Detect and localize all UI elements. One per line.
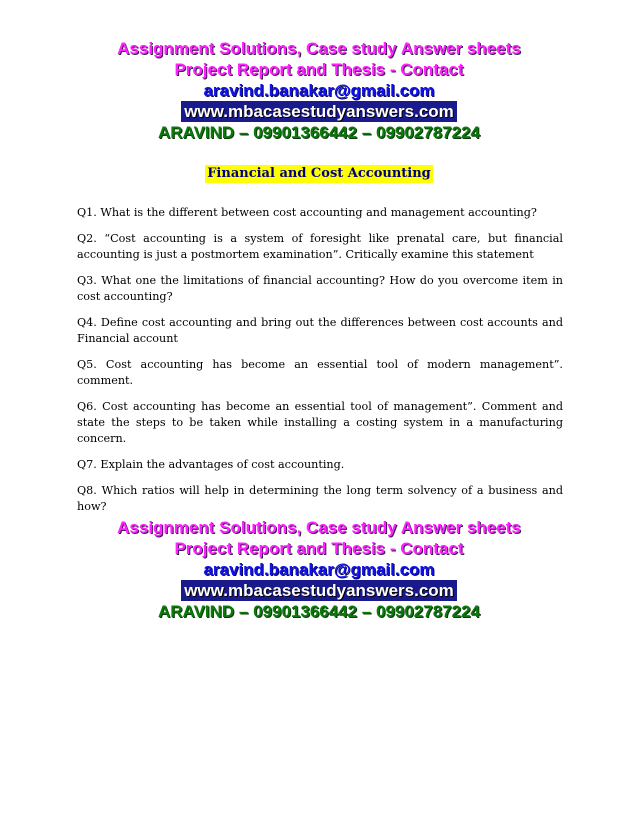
question-item: Q4. Define cost accounting and bring out the differences between cost accounts and Financial account xyxy=(77,316,563,345)
banner-line-contact: Project Report and Thesis - Contact xyxy=(174,60,464,79)
banner-email: aravind.banakar@gmail.com xyxy=(203,81,435,100)
banner-line-services: Assignment Solutions, Case study Answer sheets xyxy=(117,39,521,58)
banner-email: aravind.banakar@gmail.com xyxy=(203,560,435,579)
question-item: Q2. “Cost accounting is a system of foresight like prenatal care, but financial accounting is just a postmortem examination”. Critically examine this statement xyxy=(77,232,563,261)
question-item: Q3. What one the limitations of financial accounting? How do you overcome item in cost accounting? xyxy=(77,274,563,303)
question-item: Q6. Cost accounting has become an essential tool of management”. Comment and state the steps to be taken while installing a costing system in a manufacturing concern. xyxy=(77,400,563,445)
question-item: Q7. Explain the advantages of cost accounting. xyxy=(77,458,345,471)
contact-banner-bottom xyxy=(0,517,638,622)
question-item: Q5. Cost accounting has become an essential tool of modern management”. comment. xyxy=(77,358,563,387)
question-list xyxy=(77,205,563,525)
question-item: Q8. Which ratios will help in determining the long term solvency of a business and how? xyxy=(77,484,563,513)
banner-line-services: Assignment Solutions, Case study Answer sheets xyxy=(117,518,521,537)
banner-website: www.mbacasestudyanswers.com xyxy=(181,101,457,122)
contact-banner-top xyxy=(0,38,638,143)
banner-phone: ARAVIND – 09901366442 – 09902787224 xyxy=(158,123,480,142)
banner-website: www.mbacasestudyanswers.com xyxy=(181,580,457,601)
document-title: Financial and Cost Accounting xyxy=(207,166,431,181)
banner-phone: ARAVIND – 09901366442 – 09902787224 xyxy=(158,602,480,621)
banner-line-contact: Project Report and Thesis - Contact xyxy=(174,539,464,558)
question-item: Q1. What is the different between cost accounting and management accounting? xyxy=(77,206,537,219)
